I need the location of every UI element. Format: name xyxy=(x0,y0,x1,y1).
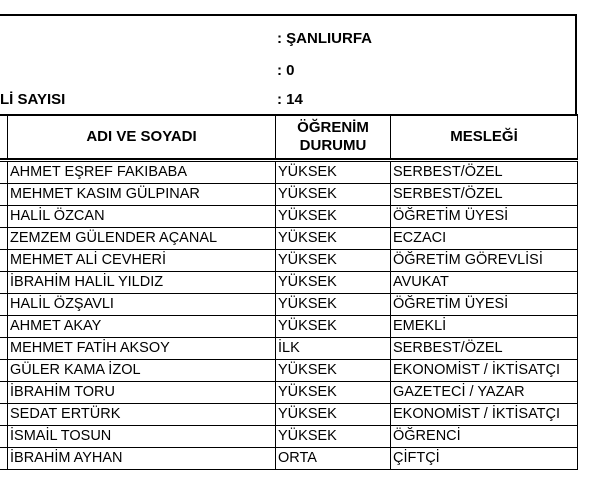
education-cell: YÜKSEK xyxy=(276,315,391,337)
name-cell: HALİL ÖZCAN xyxy=(8,205,276,227)
index-cell xyxy=(0,249,8,271)
education-column-header xyxy=(276,115,391,159)
profession-cell: ÖĞRETİM GÖREVLİSİ xyxy=(391,249,578,271)
name-cell: MEHMET FATİH AKSOY xyxy=(8,337,276,359)
education-cell: YÜKSEK xyxy=(276,205,391,227)
education-cell: YÜKSEK xyxy=(276,183,391,205)
name-cell: İBRAHİM HALİL YILDIZ xyxy=(8,271,276,293)
profession-cell: GAZETECİ / YAZAR xyxy=(391,381,578,403)
table-row xyxy=(0,381,578,403)
index-cell xyxy=(0,447,8,469)
name-cell: GÜLER KAMA İZOL xyxy=(8,359,276,381)
education-cell: YÜKSEK xyxy=(276,161,391,183)
index-cell xyxy=(0,227,8,249)
name-cell: AHMET AKAY xyxy=(8,315,276,337)
profession-cell: ÇİFTÇİ xyxy=(391,447,578,469)
name-cell: HALİL ÖZŞAVLI xyxy=(8,293,276,315)
profession-cell: SERBEST/ÖZEL xyxy=(391,337,578,359)
name-cell: MEHMET KASIM GÜLPINAR xyxy=(8,183,276,205)
education-cell: ORTA xyxy=(276,447,391,469)
table-row xyxy=(0,271,578,293)
index-cell xyxy=(0,315,8,337)
name-cell: İSMAİL TOSUN xyxy=(8,425,276,447)
education-cell: YÜKSEK xyxy=(276,227,391,249)
index-cell xyxy=(0,183,8,205)
profession-cell: SERBEST/ÖZEL xyxy=(391,161,578,183)
name-cell: ZEMZEM GÜLENDER AÇANAL xyxy=(8,227,276,249)
profession-cell: EKONOMİST / İKTİSATÇI xyxy=(391,359,578,381)
name-column-header: ADI VE SOYADI xyxy=(8,115,276,159)
name-cell: SEDAT ERTÜRK xyxy=(8,403,276,425)
index-cell xyxy=(0,425,8,447)
education-cell: YÜKSEK xyxy=(276,293,391,315)
index-cell xyxy=(0,337,8,359)
profession-cell: AVUKAT xyxy=(391,271,578,293)
education-cell: YÜKSEK xyxy=(276,359,391,381)
profession-column-header: MESLEĞİ xyxy=(391,115,578,159)
education-cell: YÜKSEK xyxy=(276,425,391,447)
name-cell: MEHMET ALİ CEVHERİ xyxy=(8,249,276,271)
table-row xyxy=(0,183,578,205)
table-row xyxy=(0,249,578,271)
education-cell: YÜKSEK xyxy=(276,403,391,425)
profession-cell: ÖĞRETİM ÜYESİ xyxy=(391,205,578,227)
table-header-row xyxy=(0,115,578,159)
table-row xyxy=(0,315,578,337)
index-cell xyxy=(0,359,8,381)
name-cell: İBRAHİM AYHAN xyxy=(8,447,276,469)
index-cell xyxy=(0,381,8,403)
name-cell: AHMET EŞREF FAKIBABA xyxy=(8,161,276,183)
profession-cell: EKONOMİST / İKTİSATÇI xyxy=(391,403,578,425)
table-row xyxy=(0,337,578,359)
profession-cell: ÖĞRENCİ xyxy=(391,425,578,447)
education-cell: İLK xyxy=(276,337,391,359)
table-row xyxy=(0,425,578,447)
education-cell: YÜKSEK xyxy=(276,249,391,271)
education-column-header-text: ÖĞRENİM DURUMU xyxy=(297,119,369,154)
index-cell xyxy=(0,161,8,183)
info-label-member-count: Lİ SAYISI xyxy=(0,91,66,108)
table-row xyxy=(0,227,578,249)
table-row xyxy=(0,447,578,469)
profession-cell: SERBEST/ÖZEL xyxy=(391,183,578,205)
profession-cell: ÖĞRETİM ÜYESİ xyxy=(391,293,578,315)
table-body xyxy=(0,161,578,469)
index-cell xyxy=(0,205,8,227)
profession-cell: ECZACI xyxy=(391,227,578,249)
table-row xyxy=(0,293,578,315)
table-row xyxy=(0,205,578,227)
info-value-member-count: : 14 xyxy=(277,91,303,108)
profession-cell: EMEKLİ xyxy=(391,315,578,337)
table-row xyxy=(0,359,578,381)
info-value-count-a: : 0 xyxy=(277,62,295,79)
members-table xyxy=(0,114,578,470)
index-column-header xyxy=(0,115,8,159)
education-cell: YÜKSEK xyxy=(276,271,391,293)
index-cell xyxy=(0,403,8,425)
index-cell xyxy=(0,271,8,293)
education-cell: YÜKSEK xyxy=(276,381,391,403)
table-row xyxy=(0,403,578,425)
info-value-province: : ŞANLIURFA xyxy=(277,30,372,47)
table-row xyxy=(0,161,578,183)
index-cell xyxy=(0,293,8,315)
name-cell: İBRAHİM TORU xyxy=(8,381,276,403)
